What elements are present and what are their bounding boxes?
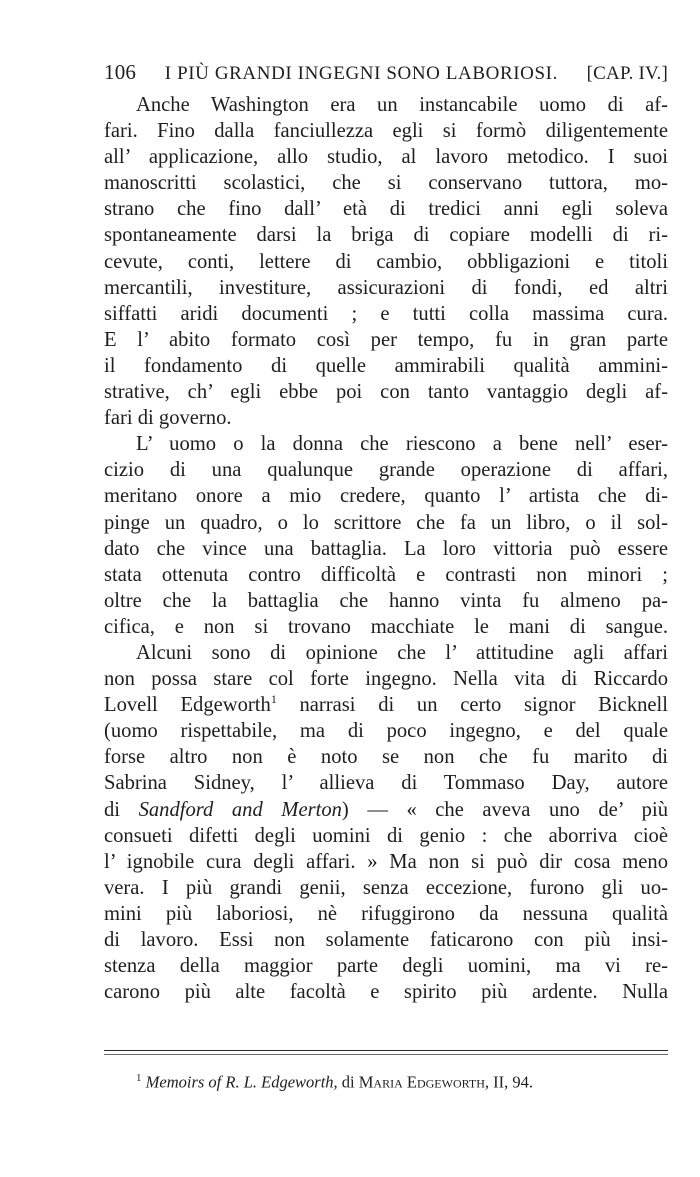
- text-line: spontaneamente darsi la briga di copiare modelli di ri-: [104, 224, 668, 247]
- footnote-reference-text: II, 94.: [493, 1072, 534, 1092]
- text-line: non possa stare col forte ingegno. Nella vita di Riccardo: [104, 668, 668, 691]
- page-number: 106: [104, 60, 137, 84]
- text-line: dato che vince una battaglia. La loro vittoria può essere: [104, 537, 668, 560]
- text-line: l’ ignobile cura degli affari. » Ma non si può dir cosa meno: [104, 850, 668, 873]
- running-head: [104, 60, 668, 85]
- text-line: consueti difetti degli uomini di genio : che aborriva cioè: [104, 824, 668, 847]
- text-fragment: di: [104, 798, 121, 821]
- text-line: [104, 692, 668, 718]
- text-line: fari. Fino dalla fanciullezza egli si formò diligentemente: [104, 120, 668, 143]
- text-line: mercantili, investiture, assicurazioni di fondi, ed altri: [104, 276, 668, 299]
- text-line: strative, ch’ egli ebbe poi con tanto vantaggio degli af-: [104, 381, 668, 404]
- running-title: I PIÙ GRANDI INGEGNI SONO LABORIOSI.: [164, 63, 558, 84]
- text-line: meritano onore a mio credere, quanto l’ artista che di-: [104, 485, 668, 508]
- text-line: L’ uomo o la donna che riescono a bene nell’ eser-: [136, 433, 668, 456]
- footnote: [136, 1068, 676, 1093]
- chapter-reference: [CAP. IV.]: [586, 63, 668, 84]
- text-line: vera. I più grandi genii, senza eccezione, furono gli uo-: [104, 876, 668, 899]
- text-line: manoscritti scolastici, che si conservano tuttora, mo-: [104, 172, 668, 195]
- text-line: pinge un quadro, o lo scrittore che fa un libro, o il sol-: [104, 511, 668, 534]
- footnote-title: Memoirs of R. L. Edgeworth,: [145, 1072, 338, 1092]
- text-line: Sabrina Sidney, l’ allieva di Tommaso Day, autore: [104, 772, 668, 795]
- text-line: fari di governo.: [104, 407, 232, 430]
- text-line: E l’ abito formato così per tempo, fu in gran parte: [104, 328, 668, 351]
- text-line: all’ applicazione, allo studio, al lavoro metodico. I suoi: [104, 146, 668, 169]
- text-fragment: narrasi di un certo signor Bicknell: [299, 694, 668, 717]
- footnote-mark: 1: [136, 1072, 142, 1084]
- text-line: mini più laboriosi, nè rifuggirono da nessuna qualità: [104, 902, 668, 925]
- text-line: oltre che la battaglia che hanno vinta fu almeno pa-: [104, 589, 668, 612]
- footnote-connector: di: [341, 1072, 355, 1092]
- text-line: cevute, conti, lettere di cambio, obbligazioni e titoli: [104, 250, 668, 273]
- text-line: [104, 797, 668, 823]
- footnote-rule: [104, 1050, 668, 1051]
- text-line: cifica, e non si trovano macchiate le mani di sangue.: [104, 615, 668, 638]
- book-title: Sandford and Merton: [138, 798, 342, 821]
- text-line: Alcuni sono di opinione che l’ attitudine agli affari: [136, 641, 668, 664]
- text-fragment: ) — « che aveva uno de’ più: [341, 798, 668, 821]
- text-fragment: Lovell Edgeworth: [104, 694, 271, 717]
- text-line: Anche Washington era un instancabile uomo di af-: [136, 94, 668, 116]
- text-line: siffatti aridi documenti ; e tutti colla massima cura.: [104, 302, 668, 325]
- text-line: stata ottenuta contro difficoltà e contrasti non minori ;: [104, 563, 668, 586]
- text-line: strano che fino dall’ età di tredici anni egli soleva: [104, 198, 668, 221]
- body-text: [104, 92, 668, 1005]
- footnote-author: Maria Edgeworth,: [358, 1072, 490, 1092]
- text-line: il fondamento di quelle ammirabili qualità ammini-: [104, 354, 668, 377]
- text-line: (uomo rispettabile, ma di poco ingegno, e del quale: [104, 720, 668, 743]
- text-line: carono più alte facoltà e spirito più ardente. Nulla: [104, 981, 668, 1004]
- text-line: di lavoro. Essi non solamente faticarono con più insi-: [104, 929, 668, 951]
- footnote-reference[interactable]: 1: [270, 692, 277, 707]
- text-line: stenza della maggior parte degli uomini, ma vi re-: [104, 955, 668, 978]
- footnote-rule-thin: [104, 1054, 668, 1055]
- text-line: cizio di una qualunque grande operazione di affari,: [104, 459, 668, 482]
- text-line: forse altro non è noto se non che fu marito di: [104, 746, 668, 769]
